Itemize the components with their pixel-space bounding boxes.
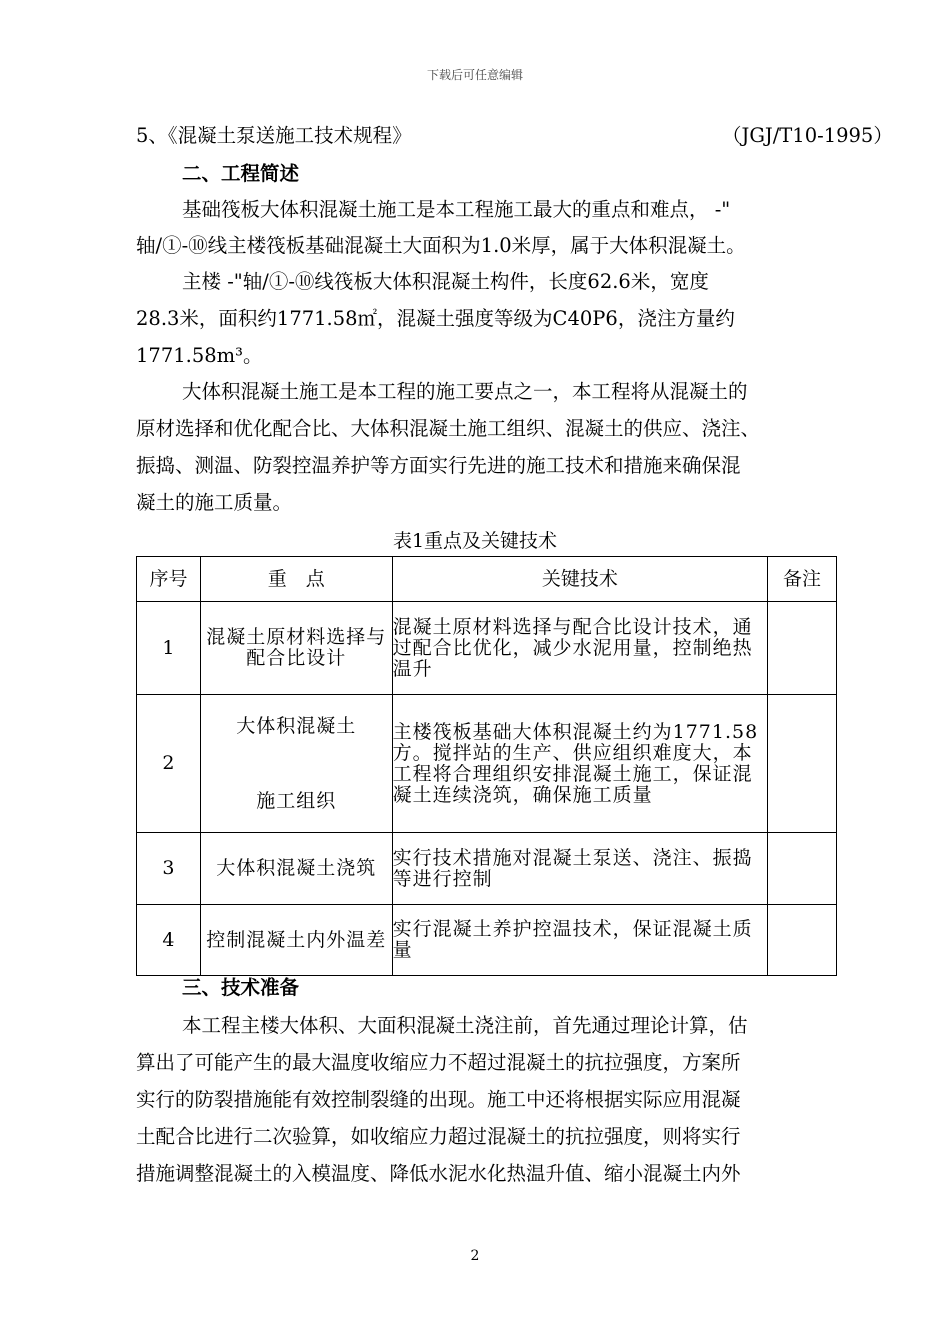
paragraph-line: 基础筏板大体积混凝土施工是本工程施工最大的重点和难点， -" (182, 198, 731, 221)
row-key-point (200, 695, 392, 833)
row-note (768, 602, 837, 695)
table-header-row (137, 557, 837, 602)
table-row (137, 833, 837, 905)
paragraph-line: 28.3米，面积约1771.58㎡，混凝土强度等级为C40P6，浇注方量约 (136, 307, 735, 330)
section-heading-overview: 二、工程简述 (182, 162, 300, 185)
table-caption: 表1重点及关键技术 (392, 530, 558, 552)
row-key-point: 控制混凝土内外温差 (200, 905, 392, 976)
reference-code: （JGJ/T10-1995） (722, 124, 893, 147)
row-note (768, 905, 837, 976)
row-number: 2 (137, 695, 201, 833)
header-key: 重 点 (200, 557, 392, 602)
header-note: 备注 (768, 557, 837, 602)
header-tech: 关键技术 (392, 557, 767, 602)
row-key-point: 混凝土原材料选择与配合比设计 (200, 602, 392, 695)
paragraph-line: 本工程主楼大体积、大面积混凝土浇注前，首先通过理论计算，估 (182, 1014, 748, 1037)
row-technology: 实行混凝土养护控温技术，保证混凝土质量 (392, 905, 767, 976)
paragraph-line: 土配合比进行二次验算，如收缩应力超过混凝土的抗拉强度，则将实行 (136, 1125, 741, 1148)
paragraph-line: 1771.58m³。 (136, 344, 263, 367)
reference-title: 5、《混凝土泵送施工技术规程》 (136, 124, 412, 147)
paragraph-line: 原材选择和优化配合比、大体积混凝土施工组织、混凝土的供应、浇注、 (136, 417, 761, 440)
table-row (137, 905, 837, 976)
header-note: 下载后可任意编辑 (426, 68, 523, 82)
row-key-point: 大体积混凝土浇筑 (200, 833, 392, 905)
table-row (137, 602, 837, 695)
row-technology: 实行技术措施对混凝土泵送、浇注、振捣等进行控制 (392, 833, 767, 905)
table-row (137, 695, 837, 833)
row-key-point-part: 大体积混凝土 (236, 714, 357, 737)
row-number: 1 (137, 602, 201, 695)
row-technology: 主楼筏板基础大体积混凝土约为1771.58方。搅拌站的生产、供应组织难度大，本工程将合理组织安排混凝土施工，保证混凝土连续浇筑，确保施工质量 (392, 695, 767, 833)
paragraph-line: 大体积混凝土施工是本工程的施工要点之一，本工程将从混凝土的 (182, 380, 748, 403)
paragraph-line: 轴/①-⑩线主楼筏板基础混凝土大面积为1.0米厚，属于大体积混凝土。 (136, 234, 746, 257)
row-number: 4 (137, 905, 201, 976)
section-heading-preparation: 三、技术准备 (182, 976, 300, 999)
header-no: 序号 (137, 557, 201, 602)
page-number: 2 (470, 1248, 480, 1264)
key-technology-table (136, 556, 837, 976)
paragraph-line: 振捣、测温、防裂控温养护等方面实行先进的施工技术和措施来确保混 (136, 454, 741, 477)
paragraph-line: 凝土的施工质量。 (136, 491, 293, 514)
row-note (768, 833, 837, 905)
row-key-point-part: 施工组织 (256, 789, 337, 812)
row-number: 3 (137, 833, 201, 905)
reference-line (136, 118, 893, 154)
row-note (768, 695, 837, 833)
paragraph-line: 算出了可能产生的最大温度收缩应力不超过混凝土的抗拉强度，方案所 (136, 1051, 741, 1074)
paragraph-line: 实行的防裂措施能有效控制裂缝的出现。施工中还将根据实际应用混凝 (136, 1088, 741, 1111)
row-technology: 混凝土原材料选择与配合比设计技术，通过配合比优化，减少水泥用量，控制绝热温升 (392, 602, 767, 695)
paragraph-line: 措施调整混凝土的入模温度、降低水泥水化热温升值、缩小混凝土内外 (136, 1162, 741, 1185)
paragraph-line: 主楼 -"轴/①-⑩线筏板大体积混凝土构件，长度62.6米，宽度 (182, 270, 709, 293)
